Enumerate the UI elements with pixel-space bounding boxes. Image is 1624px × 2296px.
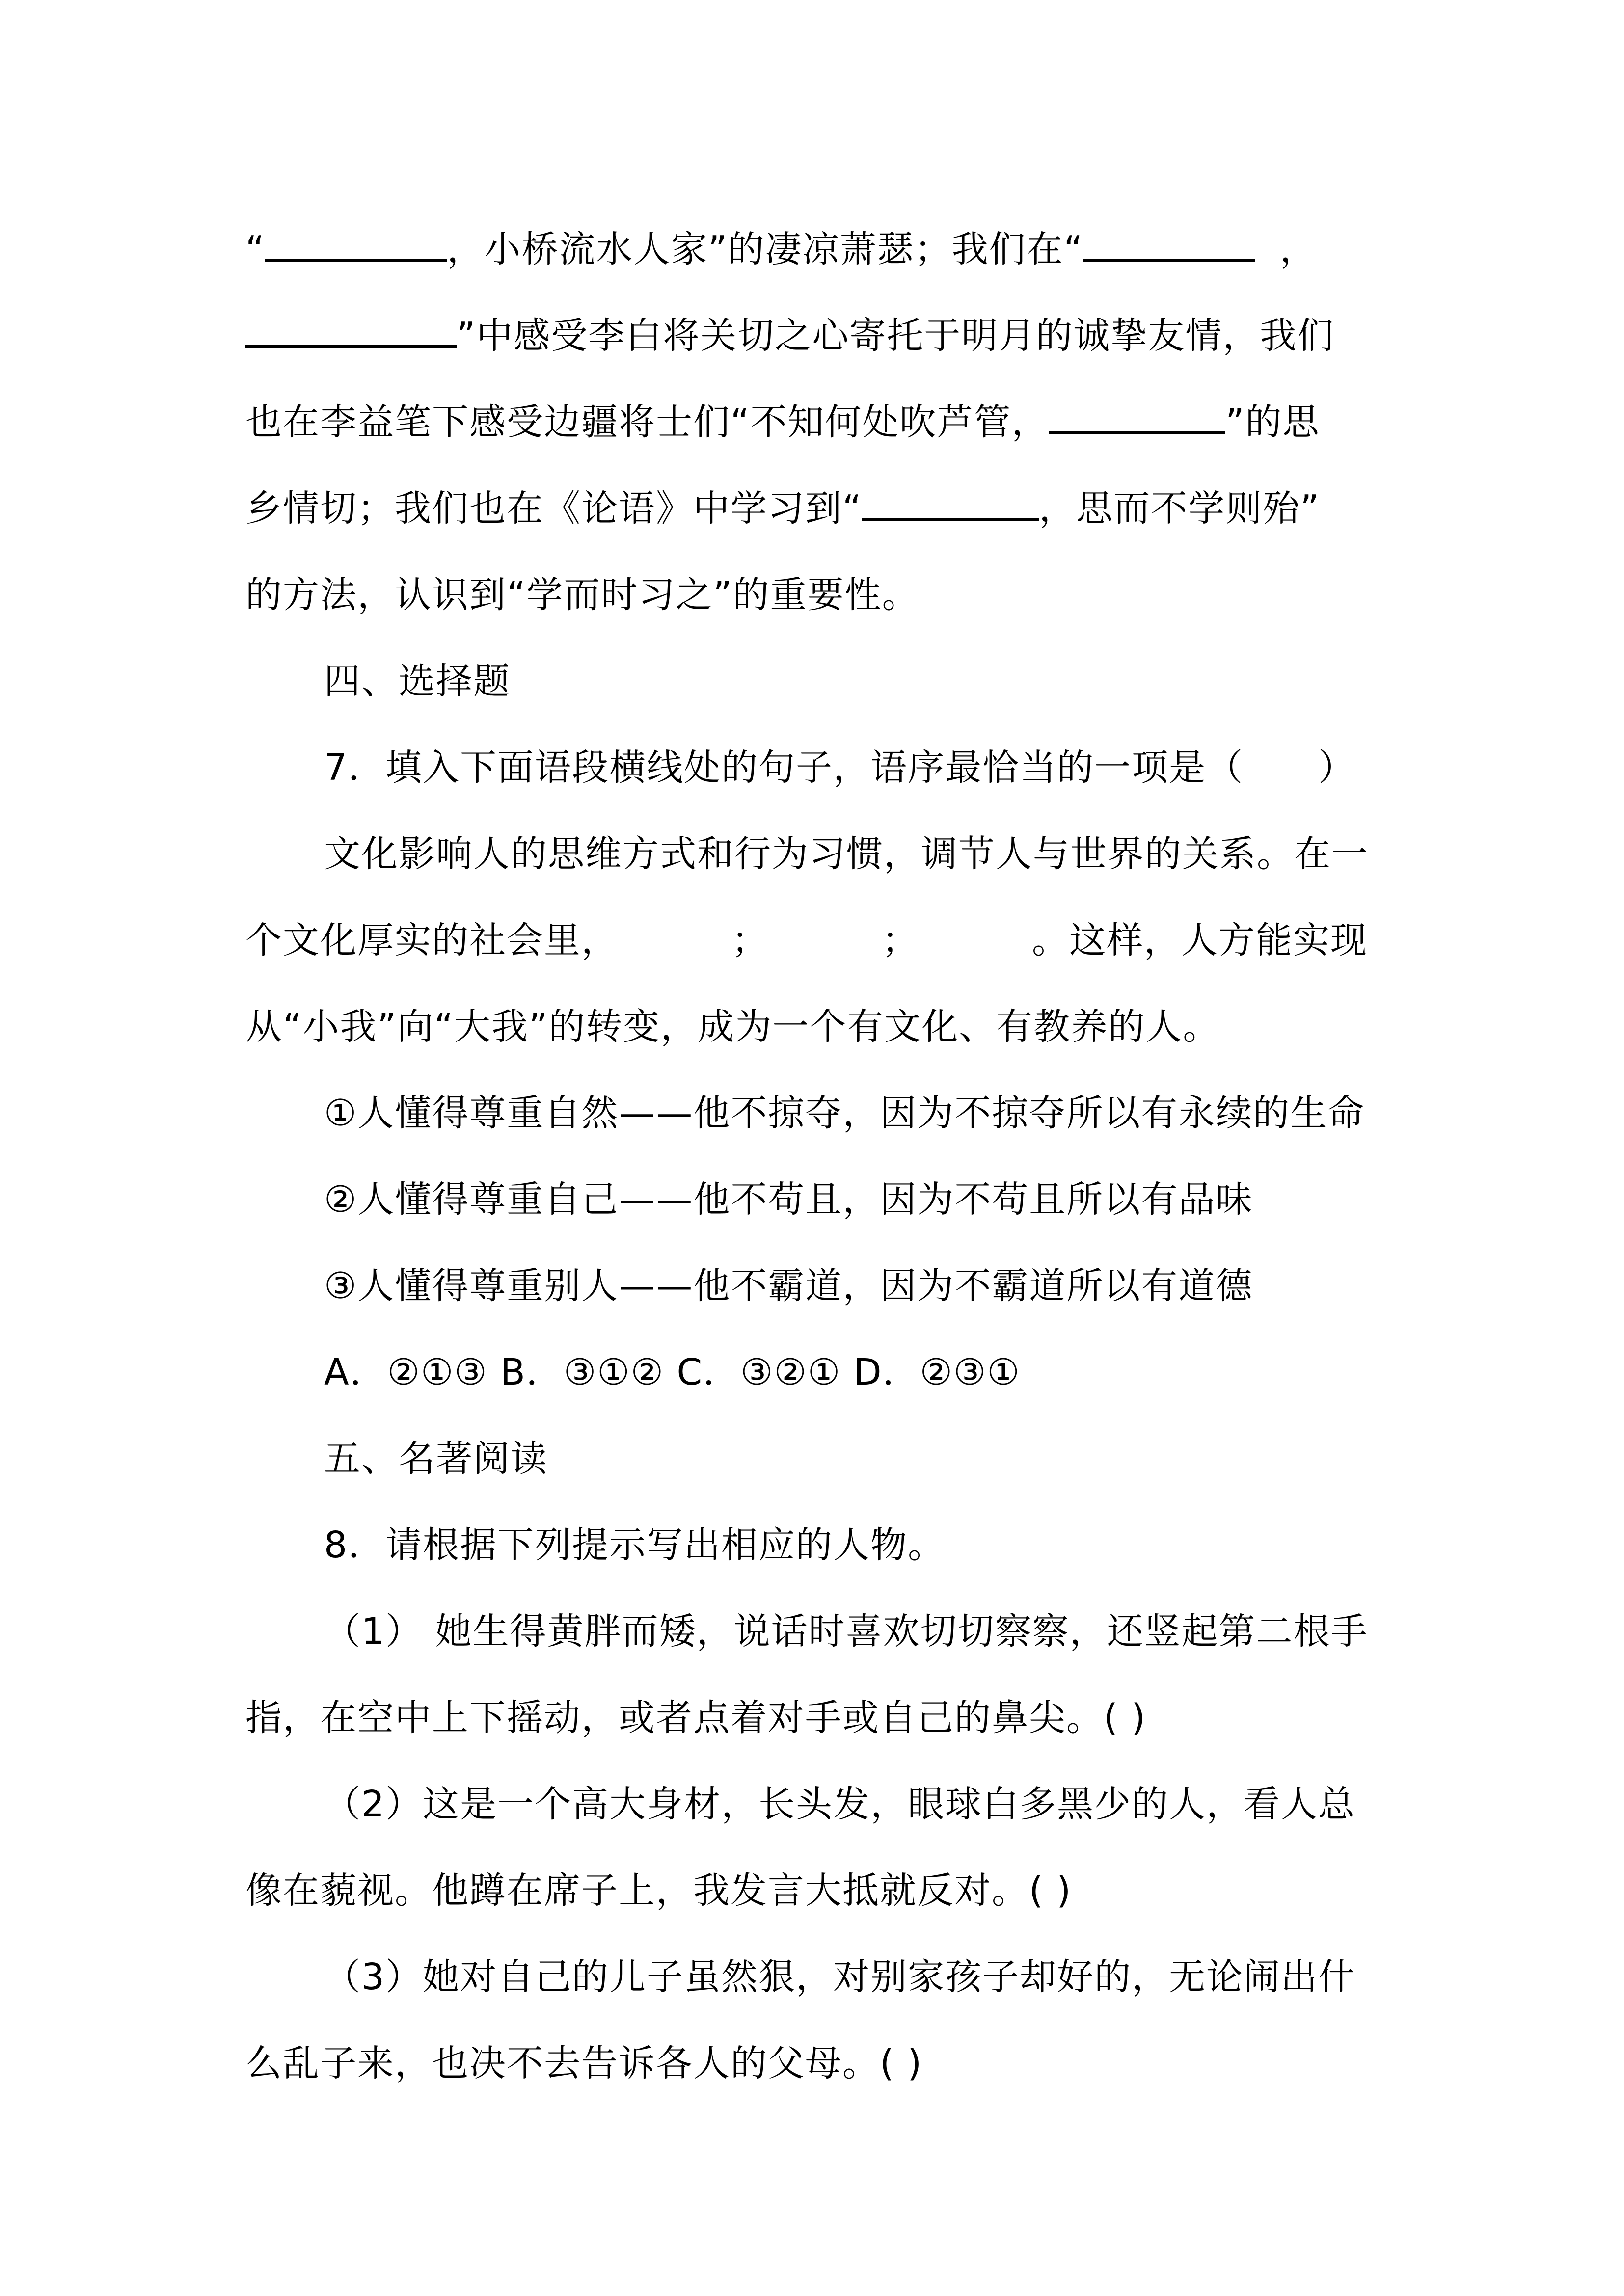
question-8-part-3-line-2: 么乱子来，也决不去告诉各人的父母。( ) — [245, 2042, 923, 2084]
text-segment: 个文化厚实的社会里， — [245, 919, 619, 961]
document-page — [245, 206, 1389, 2107]
fill-blank-5[interactable] — [862, 483, 1039, 521]
text-segment: ，思而不学则殆” — [1039, 487, 1320, 530]
quote-open: “ — [245, 228, 266, 270]
question-7-passage-line-3: 从“小我”向“大我”的转变，成为一个有文化、有教养的人。 — [245, 1006, 1220, 1048]
text-segment: 也在李益笔下感受边疆将士们“不知何处吹芦管， — [245, 401, 1049, 443]
question-7-item-1: ①人懂得尊重自然——他不掠夺，因为不掠夺所以有永续的生命 — [324, 1092, 1365, 1134]
fill-blank-4[interactable] — [1049, 397, 1225, 434]
question-8-part-2-line-2: 像在藐视。他蹲在席子上，我发言大抵就反对。( ) — [245, 1869, 1072, 1912]
text-segment: 。这样，人方能实现 — [1032, 919, 1368, 961]
question-8-part-1-line-2: 指，在空中上下摇动，或者点着对手或自己的鼻尖。( ) — [245, 1697, 1147, 1739]
text-line-3 — [245, 379, 1389, 465]
text-segment: ，小桥流水人家”的凄凉萧瑟；我们在“ — [447, 228, 1084, 270]
section-heading-choice: 四、选择题 — [324, 660, 511, 702]
text-segment: 乡情切；我们也在《论语》中学习到“ — [245, 487, 863, 530]
text-segment: ； — [882, 919, 919, 961]
fill-blank-1[interactable] — [265, 224, 447, 262]
text-line-2 — [245, 293, 1389, 379]
text-segment: ； — [731, 919, 769, 961]
question-7-options: A．②①③ B．③①② C．③②① D．②③① — [324, 1351, 1021, 1393]
question-8-part-3-line-1: （3）她对自己的儿子虽然狠，对别家孩子却好的，无论闹出什 — [324, 1956, 1356, 1998]
text-line-5 — [245, 552, 1389, 638]
question-8-part-1-line-1: （1） 她生得黄胖而矮，说话时喜欢切切察察，还竖起第二根手 — [324, 1610, 1368, 1653]
fill-blank-2[interactable] — [1083, 224, 1255, 262]
text-segment: ”的思 — [1225, 401, 1320, 443]
question-8-stem: 8．请根据下列提示写出相应的人物。 — [324, 1524, 946, 1566]
question-7-item-2: ②人懂得尊重自己——他不苟且，因为不苟且所以有品味 — [324, 1178, 1253, 1221]
text-segment: ”中感受李白将关切之心寄托于明月的诚挚友情，我们 — [457, 315, 1335, 357]
question-8-part-2-line-1: （2）这是一个高大身材，长头发，眼球白多黑少的人，看人总 — [324, 1783, 1356, 1825]
text-segment: 的方法，认识到“学而时习之”的重要性。 — [245, 574, 920, 616]
text-line-1 — [245, 206, 1389, 293]
text-line-4 — [245, 465, 1389, 552]
question-7-item-3: ③人懂得尊重别人——他不霸道，因为不霸道所以有道德 — [324, 1265, 1253, 1307]
section-heading-reading: 五、名著阅读 — [324, 1438, 548, 1480]
fill-blank-3[interactable] — [245, 311, 457, 348]
question-7-stem: 7．填入下面语段横线处的句子，语序最恰当的一项是（ ） — [324, 747, 1356, 789]
text-segment: ， — [1280, 228, 1318, 270]
question-7-passage-line-2 — [245, 897, 1389, 984]
question-7-passage-line-1: 文化影响人的思维方式和行为习惯，调节人与世界的关系。在一 — [324, 833, 1369, 875]
